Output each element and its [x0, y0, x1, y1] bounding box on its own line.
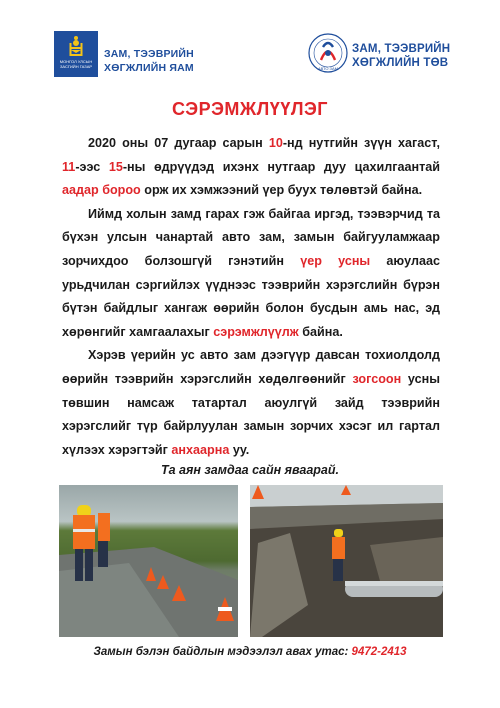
highlight-flood: үер усны — [300, 253, 371, 268]
ministry-name-line1: ЗАМ, ТЭЭВРИЙН — [104, 48, 194, 60]
right-logo-caption: АВТО ЗАМ — [318, 66, 338, 71]
flood-damage-illustration — [250, 485, 443, 637]
flood-damage-photo — [250, 485, 443, 637]
paragraph-instruction-text-2: усны төвшин намсаж татартал аюулгүй зайд тээврийн хэрэгслийг түр байрлуулан замын зорчих хэсэг ил гартал хүлээх хэрэгтэйг — [62, 371, 440, 457]
highlight-attention: анхаарна — [171, 442, 230, 457]
paragraph-forecast-text-4: -ны өдрүүдэд ихэнх нутгаар дуу цахилгаантай — [122, 159, 440, 174]
paragraph-forecast-text-1: 2020 оны 07 дугаар сарын — [88, 136, 269, 150]
road-center-name-line2: ХӨГЖЛИЙН ТӨВ — [352, 57, 449, 69]
paragraph-forecast-text-3: -ээс — [75, 159, 109, 174]
road-center-logo — [308, 33, 348, 73]
ministry-name — [104, 47, 194, 75]
road-center-name-line1: ЗАМ, ТЭЭВРИЙН — [352, 43, 451, 55]
highlight-date-10: 10 — [268, 136, 283, 150]
highlight-heavy-rain: аадар бороо — [62, 183, 141, 198]
paragraph-instruction-text-1: Хэрэв үерийн ус авто зам дээгүүр давсан тохиолдолд өөрийн тээврийн хэрэгслийн хөдөлгөөнийг — [62, 348, 440, 386]
left-logo-caption: МОНГОЛ УЛСЫН ЗАСГИЙН ГАЗАР — [59, 59, 93, 69]
paragraph-forecast — [62, 132, 440, 203]
contact-label: Замын бэлэн байдлын мэдээлэл авах утас: — [93, 646, 352, 658]
highlight-stop: зогсоон — [352, 371, 402, 386]
header — [0, 0, 500, 90]
paragraph-advice-text-3: байна. — [298, 324, 343, 339]
paragraph-advice-text-1: Иймд холын замд гарах гэж байгаа иргэд, тээвэрчид та бүхэн улсын чанартай авто зам, замын байгууламжаар зорчихдоо болзошгүй гэнэтийн — [62, 206, 440, 268]
highlight-warning: сэрэмжлүүлж — [213, 324, 299, 339]
paragraph-instruction — [62, 344, 440, 462]
paragraph-advice — [62, 203, 440, 345]
notice-title: СЭРЭМЖЛҮҮЛЭГ — [172, 99, 328, 119]
contact-phone-number: 9472-2413 — [351, 646, 407, 658]
ministry-name-line2: ХӨГЖЛИЙН ЯАМ — [104, 62, 194, 74]
road-workers-photo — [59, 485, 238, 637]
soyombo-icon — [69, 35, 83, 57]
paragraph-instruction-text-3: уу. — [229, 442, 250, 457]
paragraph-forecast-text-5: орж их хэмжээний үер буух төлөвтэй байна. — [140, 183, 423, 198]
road-center-name — [352, 42, 450, 70]
road-workers-illustration — [59, 485, 238, 637]
highlight-date-15: 15 — [108, 159, 123, 174]
government-emblem-logo — [54, 31, 98, 77]
footer-contact — [0, 646, 500, 658]
paragraph-forecast-text-2: -нд нутгийн зүүн хагаст, — [282, 136, 440, 150]
paragraph-advice-text-2: аюулаас урьдчилан сэргийлэх үүднээс тээврийн хэрэгслийн бүрэн бүтэн байдлыг хангаж өөрийн болон бусдын амь нас, эд хөрөнгийг хамгаалахыг — [62, 253, 441, 339]
notice-body — [62, 132, 440, 462]
safe-travel-slogan: Та аян замдаа сайн яваарай. — [161, 463, 339, 477]
highlight-date-11: 11 — [62, 159, 76, 174]
